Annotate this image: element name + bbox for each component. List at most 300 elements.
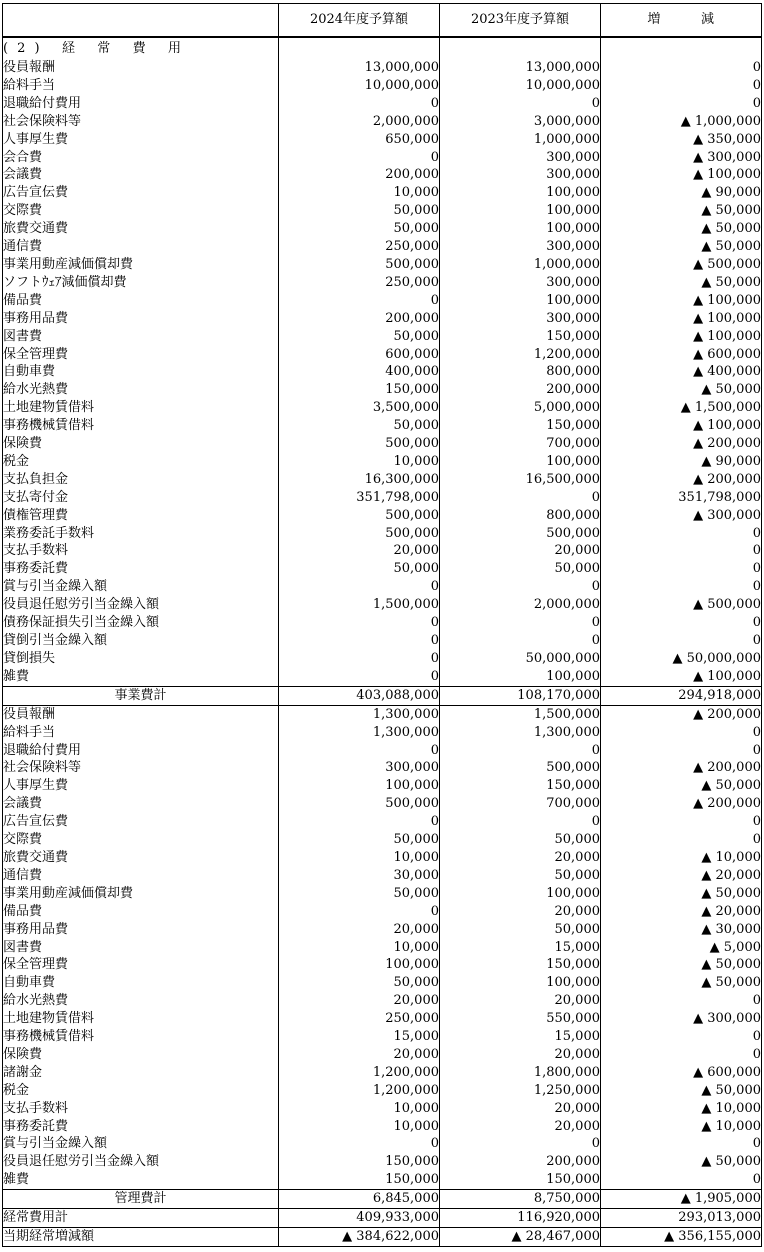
business-item-row [3,202,762,220]
item-label: 広告宣伝費 [3,813,279,831]
current-amount: 100,000 [279,956,440,974]
current-amount: 300,000 [279,759,440,777]
admin-item-row [3,831,762,849]
current-amount: 50,000 [279,328,440,346]
item-label: 保険費 [3,1046,279,1064]
item-label: 交際費 [3,831,279,849]
item-label: 事務用品費 [3,921,279,939]
net-change-row [3,1228,762,1247]
current-amount: 6,845,000 [279,1190,440,1209]
change-amount: ▲ 30,000 [601,921,762,939]
previous-amount: 800,000 [440,363,601,381]
previous-amount: 150,000 [440,328,601,346]
item-label: 雑費 [3,668,279,686]
admin-item-row [3,1171,762,1189]
change-amount: ▲ 400,000 [601,363,762,381]
change-amount: 0 [601,560,762,578]
change-amount: ▲ 200,000 [601,759,762,777]
current-amount: 250,000 [279,1010,440,1028]
change-amount: ▲ 300,000 [601,507,762,525]
previous-amount: 300,000 [440,238,601,256]
previous-amount: 1,200,000 [440,346,601,364]
previous-amount: 100,000 [440,453,601,471]
item-label: 給水光熱費 [3,992,279,1010]
change-amount: ▲ 300,000 [601,149,762,167]
current-amount: 403,088,000 [279,686,440,705]
admin-item-row [3,1010,762,1028]
change-amount: ▲ 500,000 [601,596,762,614]
change-amount: ▲ 20,000 [601,867,762,885]
item-label: 退職給付費用 [3,742,279,760]
previous-amount: ▲ 28,467,000 [440,1228,601,1247]
section-title: (2) 経 常 費 用 [3,37,279,59]
current-amount: 200,000 [279,310,440,328]
item-label: 税金 [3,453,279,471]
previous-amount: 500,000 [440,759,601,777]
business-item-row [3,256,762,274]
admin-item-row [3,1064,762,1082]
change-amount: 0 [601,632,762,650]
change-amount: ▲ 100,000 [601,668,762,686]
change-amount: ▲ 50,000,000 [601,650,762,668]
change-amount: 294,918,000 [601,686,762,705]
current-amount: 0 [279,614,440,632]
change-amount: ▲ 350,000 [601,131,762,149]
business-item-row [3,238,762,256]
item-label: 社会保険料等 [3,113,279,131]
current-amount: 50,000 [279,885,440,903]
change-amount: ▲ 50,000 [601,381,762,399]
previous-amount: 10,000,000 [440,77,601,95]
current-amount: 10,000 [279,1100,440,1118]
previous-amount: 20,000 [440,1046,601,1064]
business-item-row [3,346,762,364]
business-item-row [3,417,762,435]
current-amount: 16,300,000 [279,471,440,489]
change-amount: ▲ 1,000,000 [601,113,762,131]
previous-amount: 550,000 [440,1010,601,1028]
previous-amount: 13,000,000 [440,59,601,77]
current-amount: 0 [279,742,440,760]
business-item-row [3,59,762,77]
change-amount: ▲ 50,000 [601,777,762,795]
current-amount: 250,000 [279,238,440,256]
business-item-row [3,310,762,328]
change-amount: ▲ 50,000 [601,974,762,992]
business-item-row [3,471,762,489]
change-amount: 0 [601,95,762,113]
change-amount: 0 [601,1046,762,1064]
section-title-row [3,37,762,59]
current-amount: 100,000 [279,777,440,795]
item-label: 事業用動産減価償却費 [3,885,279,903]
previous-amount: 800,000 [440,507,601,525]
business-item-row [3,560,762,578]
item-label: 通信費 [3,867,279,885]
current-amount: 15,000 [279,1028,440,1046]
item-label: 退職給付費用 [3,95,279,113]
current-amount: 50,000 [279,974,440,992]
previous-amount: 100,000 [440,202,601,220]
change-amount: ▲ 100,000 [601,166,762,184]
item-label: 通信費 [3,238,279,256]
change-amount: ▲ 600,000 [601,346,762,364]
current-amount: 1,200,000 [279,1082,440,1100]
business-item-row [3,113,762,131]
previous-amount: 300,000 [440,274,601,292]
previous-amount: 300,000 [440,310,601,328]
business-item-row [3,525,762,543]
current-amount: 50,000 [279,560,440,578]
change-amount: ▲ 100,000 [601,292,762,310]
previous-amount: 0 [440,632,601,650]
current-amount: 500,000 [279,525,440,543]
item-label: 土地建物賃借料 [3,399,279,417]
item-label: 当期経常増減額 [3,1228,279,1247]
change-amount: 0 [601,1171,762,1189]
current-amount: 50,000 [279,220,440,238]
admin-item-row [3,1046,762,1064]
change-amount: ▲ 10,000 [601,1118,762,1136]
item-label: ソフトｳｪｱ減価償却費 [3,274,279,292]
change-amount: ▲ 200,000 [601,471,762,489]
admin-item-row [3,956,762,974]
item-label: 役員報酬 [3,705,279,723]
change-amount: 351,798,000 [601,489,762,507]
item-label: 役員退任慰労引当金繰入額 [3,596,279,614]
previous-amount: 20,000 [440,992,601,1010]
current-amount: 0 [279,668,440,686]
change-amount: ▲ 50,000 [601,274,762,292]
item-label: 保険費 [3,435,279,453]
current-amount: 13,000,000 [279,59,440,77]
change-amount: ▲ 10,000 [601,1100,762,1118]
previous-amount: 16,500,000 [440,471,601,489]
item-label: 雑費 [3,1171,279,1189]
business-item-row [3,77,762,95]
change-amount: ▲ 50,000 [601,1082,762,1100]
current-amount: 500,000 [279,795,440,813]
previous-amount: 0 [440,95,601,113]
change-amount: ▲ 100,000 [601,328,762,346]
admin-item-row [3,1118,762,1136]
change-amount: ▲ 200,000 [601,795,762,813]
change-amount: ▲ 500,000 [601,256,762,274]
current-amount: 351,798,000 [279,489,440,507]
admin-item-row [3,742,762,760]
previous-amount: 20,000 [440,903,601,921]
previous-amount: 50,000,000 [440,650,601,668]
current-amount: 10,000 [279,184,440,202]
item-label: 業務委託手数料 [3,525,279,543]
previous-amount: 108,170,000 [440,686,601,705]
change-amount: ▲ 5,000 [601,939,762,957]
previous-amount: 150,000 [440,1171,601,1189]
business-item-row [3,166,762,184]
business-item-row [3,292,762,310]
previous-amount: 150,000 [440,417,601,435]
business-item-row [3,435,762,453]
item-label: 貸倒引当金繰入額 [3,632,279,650]
previous-amount: 15,000 [440,1028,601,1046]
previous-amount: 100,000 [440,668,601,686]
item-label: 支払手数料 [3,542,279,560]
change-amount: 0 [601,77,762,95]
current-amount: 50,000 [279,417,440,435]
change-amount: ▲ 1,905,000 [601,1190,762,1209]
business-item-row [3,274,762,292]
item-label: 会議費 [3,795,279,813]
change-amount: ▲ 200,000 [601,705,762,723]
admin-item-row [3,724,762,742]
business-item-row [3,507,762,525]
admin-item-row [3,1028,762,1046]
item-label: 債権管理費 [3,507,279,525]
budget-table [2,3,762,1247]
previous-amount: 150,000 [440,956,601,974]
change-amount: 0 [601,59,762,77]
item-label: 支払手数料 [3,1100,279,1118]
current-amount: 0 [279,813,440,831]
current-amount: 1,200,000 [279,1064,440,1082]
change-amount: 0 [601,813,762,831]
admin-item-row [3,921,762,939]
header-change [601,4,762,38]
admin-item-row [3,1153,762,1171]
admin-item-row [3,1135,762,1153]
business-item-row [3,578,762,596]
current-amount: 500,000 [279,256,440,274]
previous-amount: 50,000 [440,831,601,849]
change-amount: 0 [601,542,762,560]
business-item-row [3,381,762,399]
admin-item-row [3,903,762,921]
admin-item-row [3,992,762,1010]
admin-item-row [3,974,762,992]
header-row [3,4,762,38]
previous-amount: 700,000 [440,435,601,453]
previous-amount: 20,000 [440,1118,601,1136]
change-amount: 293,013,000 [601,1209,762,1228]
previous-amount: 50,000 [440,867,601,885]
admin-item-row [3,867,762,885]
admin-item-row [3,1100,762,1118]
current-amount: 20,000 [279,921,440,939]
business-item-row [3,489,762,507]
business-item-row [3,363,762,381]
current-amount: 20,000 [279,1046,440,1064]
previous-amount: 100,000 [440,974,601,992]
current-amount: 10,000 [279,939,440,957]
change-amount: ▲ 600,000 [601,1064,762,1082]
item-label: 旅費交通費 [3,849,279,867]
current-amount: 1,300,000 [279,705,440,723]
current-amount: 0 [279,149,440,167]
item-label: 保全管理費 [3,956,279,974]
item-label: 図書費 [3,328,279,346]
previous-amount: 100,000 [440,220,601,238]
current-amount: 400,000 [279,363,440,381]
current-amount: 0 [279,632,440,650]
header-previous-year: 2023年度予算額 [440,4,601,38]
item-label: 自動車費 [3,974,279,992]
current-amount: ▲ 384,622,000 [279,1228,440,1247]
current-amount: 0 [279,1135,440,1153]
item-label: 事業用動産減価償却費 [3,256,279,274]
change-amount: ▲ 10,000 [601,849,762,867]
item-label: 会合費 [3,149,279,167]
current-amount: 0 [279,903,440,921]
previous-amount: 20,000 [440,542,601,560]
current-amount: 10,000,000 [279,77,440,95]
current-amount: 50,000 [279,202,440,220]
previous-amount: 0 [440,742,601,760]
change-amount: ▲ 90,000 [601,184,762,202]
business-item-row [3,220,762,238]
admin-item-row [3,813,762,831]
item-label: 貸倒損失 [3,650,279,668]
previous-amount: 300,000 [440,149,601,167]
previous-amount: 700,000 [440,795,601,813]
item-label: 事務用品費 [3,310,279,328]
item-label: 経常費用計 [3,1209,279,1228]
business-item-row [3,453,762,471]
admin-total-row [3,1190,762,1209]
previous-amount: 0 [440,1135,601,1153]
business-item-row [3,399,762,417]
change-amount: 0 [601,614,762,632]
change-amount: 0 [601,724,762,742]
business-item-row [3,184,762,202]
business-item-row [3,328,762,346]
previous-amount: 0 [440,813,601,831]
current-amount: 500,000 [279,435,440,453]
change-amount: ▲ 20,000 [601,903,762,921]
change-amount: 0 [601,992,762,1010]
change-amount: ▲ 1,500,000 [601,399,762,417]
change-amount: ▲ 50,000 [601,220,762,238]
change-amount: ▲ 200,000 [601,435,762,453]
item-label: 支払負担金 [3,471,279,489]
business-item-row [3,596,762,614]
previous-amount: 3,000,000 [440,113,601,131]
current-amount: 2,000,000 [279,113,440,131]
previous-amount: 1,800,000 [440,1064,601,1082]
business-item-row [3,668,762,686]
admin-item-row [3,939,762,957]
previous-amount: 116,920,000 [440,1209,601,1228]
item-label: 管理費計 [3,1190,279,1209]
change-amount: 0 [601,1135,762,1153]
business-item-row [3,614,762,632]
admin-item-row [3,759,762,777]
admin-item-row [3,777,762,795]
current-amount: 50,000 [279,831,440,849]
previous-amount: 8,750,000 [440,1190,601,1209]
previous-amount: 300,000 [440,166,601,184]
previous-amount: 5,000,000 [440,399,601,417]
item-label: 事務機械賃借料 [3,1028,279,1046]
admin-item-row [3,705,762,723]
item-label: 賞与引当金繰入額 [3,1135,279,1153]
item-label: 備品費 [3,903,279,921]
current-amount: 0 [279,292,440,310]
admin-item-row [3,885,762,903]
ordinary-total-row [3,1209,762,1228]
item-label: 諸謝金 [3,1064,279,1082]
current-amount: 200,000 [279,166,440,184]
item-label: 旅費交通費 [3,220,279,238]
current-amount: 20,000 [279,992,440,1010]
change-amount: 0 [601,831,762,849]
previous-amount: 50,000 [440,560,601,578]
current-amount: 600,000 [279,346,440,364]
business-item-row [3,95,762,113]
admin-item-row [3,1082,762,1100]
previous-amount: 20,000 [440,1100,601,1118]
previous-amount: 100,000 [440,184,601,202]
business-item-row [3,650,762,668]
item-label: 事務機械賃借料 [3,417,279,435]
change-amount: ▲ 50,000 [601,238,762,256]
previous-amount: 100,000 [440,292,601,310]
current-amount: 3,500,000 [279,399,440,417]
item-label: 役員報酬 [3,59,279,77]
change-amount: ▲ 50,000 [601,885,762,903]
previous-amount: 150,000 [440,777,601,795]
change-amount: ▲ 100,000 [601,417,762,435]
change-amount: ▲ 100,000 [601,310,762,328]
previous-amount: 1,300,000 [440,724,601,742]
header-current-year: 2024年度予算額 [279,4,440,38]
item-label: 給料手当 [3,77,279,95]
item-label: 備品費 [3,292,279,310]
item-label: 給水光熱費 [3,381,279,399]
business-item-row [3,149,762,167]
current-amount: 250,000 [279,274,440,292]
item-label: 土地建物賃借料 [3,1010,279,1028]
current-amount: 1,300,000 [279,724,440,742]
current-amount: 150,000 [279,1171,440,1189]
item-label: 給料手当 [3,724,279,742]
current-amount: 30,000 [279,867,440,885]
current-amount: 10,000 [279,1118,440,1136]
item-label: 人事厚生費 [3,131,279,149]
previous-amount: 1,500,000 [440,705,601,723]
current-amount: 0 [279,650,440,668]
previous-amount: 0 [440,489,601,507]
previous-amount: 200,000 [440,381,601,399]
item-label: 事務委託費 [3,1118,279,1136]
previous-amount: 0 [440,578,601,596]
previous-amount: 1,250,000 [440,1082,601,1100]
header-change-inc: 増 [647,12,661,28]
previous-amount: 50,000 [440,921,601,939]
current-amount: 1,500,000 [279,596,440,614]
business-item-row [3,131,762,149]
business-total-row [3,686,762,705]
previous-amount: 1,000,000 [440,131,601,149]
previous-amount: 500,000 [440,525,601,543]
change-amount: ▲ 356,155,000 [601,1228,762,1247]
change-amount: 0 [601,578,762,596]
business-item-row [3,632,762,650]
change-amount: ▲ 90,000 [601,453,762,471]
item-label: 社会保険料等 [3,759,279,777]
item-label: 広告宣伝費 [3,184,279,202]
current-amount: 10,000 [279,453,440,471]
item-label: 保全管理費 [3,346,279,364]
